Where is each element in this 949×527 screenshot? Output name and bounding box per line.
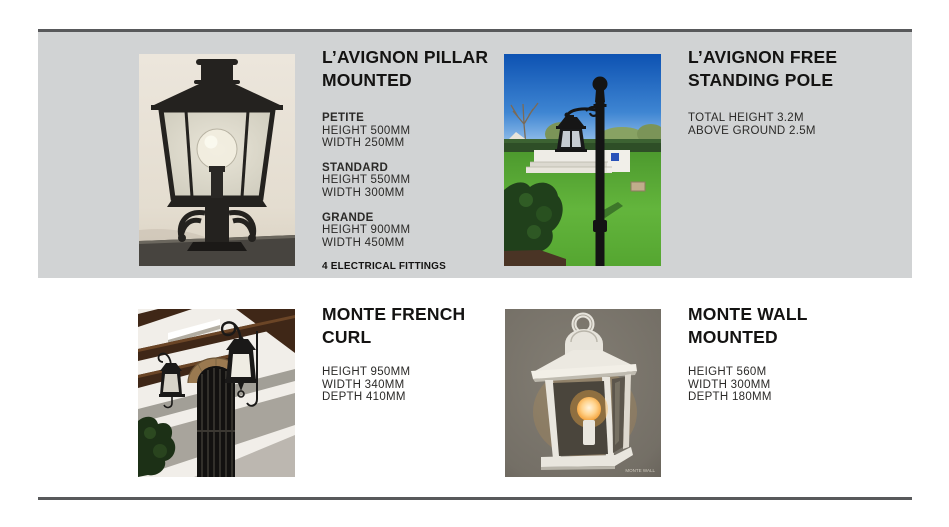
variant-name: PETITE: [322, 112, 365, 124]
product-specs: [322, 112, 507, 274]
product-avignon-pillar-mounted: [322, 46, 507, 274]
title-line: MONTE FRENCH: [322, 304, 466, 324]
variant-name: GRANDE: [322, 211, 374, 224]
wall-lanterns-illustration: [138, 309, 295, 477]
spec-line: HEIGHT 500MM: [322, 124, 411, 137]
pillar-lantern-illustration: [139, 54, 295, 266]
spec-line: TOTAL HEIGHT 3.2M: [688, 112, 804, 124]
spec-line: WIDTH 300MM: [688, 378, 771, 391]
product-monte-french-curl: [322, 303, 507, 404]
garden-lamp-post-illustration: [504, 54, 661, 266]
spec-line: HEIGHT 550MM: [322, 174, 411, 187]
product-avignon-free-standing-pole: [688, 46, 873, 137]
product-specs: [688, 366, 873, 404]
product-title: [322, 46, 507, 92]
spec-line: ABOVE GROUND 2.5M: [688, 124, 816, 137]
spec-line: DEPTH 180MM: [688, 391, 772, 404]
photo-monte-french-curl: [138, 309, 295, 477]
spec-line: DEPTH 410MM: [322, 391, 406, 404]
spec-line: WIDTH 450MM: [322, 236, 405, 249]
variant-standard: [322, 162, 507, 200]
spec-line: HEIGHT 560M: [688, 366, 767, 378]
spec-line: HEIGHT 900MM: [322, 224, 411, 237]
photo-avignon-pillar-mounted: [139, 54, 295, 266]
product-specs: [322, 366, 507, 404]
product-title: [322, 303, 507, 349]
spec-line: WIDTH 340MM: [322, 378, 405, 391]
photo-monte-wall-mounted: [505, 309, 661, 477]
title-line: CURL: [322, 327, 372, 347]
bottom-divider-rule: [38, 497, 912, 500]
variant-petite: [322, 112, 507, 150]
spec-line: WIDTH 250MM: [322, 137, 405, 150]
product-title: [688, 46, 873, 92]
product-monte-wall-mounted: [688, 303, 873, 404]
spec-line: HEIGHT 950MM: [322, 366, 411, 378]
variant-grande: [322, 212, 507, 250]
product-title: [688, 303, 873, 349]
title-line: MOUNTED: [688, 327, 778, 347]
product-footnote: 4 ELECTRICAL FITTINGS: [322, 261, 447, 273]
title-line: L’AVIGNON PILLAR: [322, 47, 489, 67]
white-wall-lantern-illustration: [505, 309, 661, 477]
title-line: MONTE WALL: [688, 304, 808, 324]
title-line: L’AVIGNON FREE: [688, 47, 838, 67]
product-specs: [688, 112, 873, 137]
photo-avignon-free-standing-pole: [504, 54, 661, 266]
title-line: STANDING POLE: [688, 70, 834, 90]
variant-name: STANDARD: [322, 161, 389, 174]
title-line: MOUNTED: [322, 70, 412, 90]
photo-watermark: MONTE WALL: [625, 468, 655, 473]
spec-line: WIDTH 300MM: [322, 186, 405, 199]
